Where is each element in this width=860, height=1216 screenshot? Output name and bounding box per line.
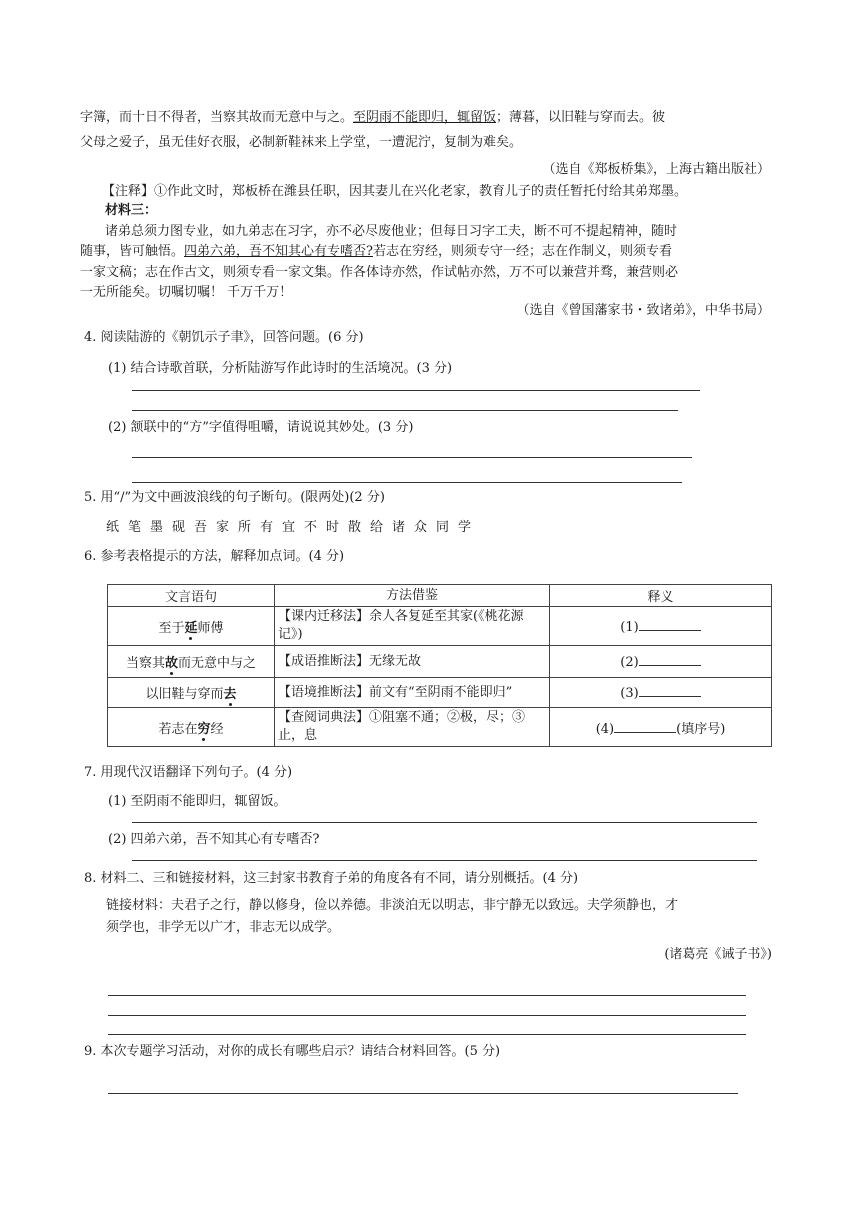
sentence-text: 师傅 (197, 620, 224, 636)
classical-sentence (108, 708, 275, 747)
table-row (108, 678, 772, 708)
passage2-text: 字簿，而十日不得者，当察其故而无意中与之。 (80, 110, 354, 125)
method-cell (275, 646, 550, 678)
q4-sub2: (2) 颔联中的“方”字值得咀嚼，请说说其妙处。(3 分) (108, 420, 414, 435)
method-tag: 【语境推断法】 (278, 684, 370, 700)
method-cell (275, 607, 550, 646)
answer-number: (2) (620, 655, 639, 670)
q9-stem: 9. 本次专题学习活动，对你的成长有哪些启示？请结合材料回答。(5 分) (84, 1044, 501, 1059)
answer-suffix: (填序号) (676, 721, 726, 737)
answer-line[interactable] (132, 822, 757, 823)
q7-stem: 7. 用现代汉语翻译下列句子。(4 分) (84, 765, 293, 780)
method-tag: 【查阅词典法】 (278, 710, 370, 725)
q5-sentence: 纸笔墨砚吾家所有宜不时散给诸众同学 (106, 520, 481, 535)
passage3-text: 若志在穷经，则须专守一经；志在作制义，则须专看 (373, 244, 673, 259)
q6-table (107, 584, 772, 747)
table-row (108, 607, 772, 646)
passage3-source: （选自《曾国藩家书・致诸弟》，中华书局） (516, 303, 770, 318)
table-row (108, 708, 772, 747)
q8-link-line1: 链接材料：夫君子之行，静以修身，俭以养德。非淡泊无以明志，非宁静无以致远。夫学须静也，才 (106, 898, 679, 913)
answer-cell[interactable] (550, 607, 772, 646)
q8-link-line2: 须学也，非学无以广才，非志无以成学。 (106, 920, 341, 935)
passage2-source: （选自《郑板桥集》，上海古籍出版社） (542, 162, 770, 177)
q6-stem: 6. 参考表格提示的方法，解释加点词。(4 分) (84, 549, 345, 564)
answer-number: (1) (620, 619, 639, 635)
passage3-line4: 一无所能矣。切嘱切嘱！ 千万千万！ (80, 285, 293, 300)
answer-blank[interactable] (639, 684, 701, 697)
passage2-note: 【注释】①作此文时，郑板桥在潍县任职，因其妻儿在兴化老家，教育儿子的责任暂托付给其弟郑墨。 (102, 184, 688, 199)
q7-sub1: (1) 至阴雨不能即归，辄留饭。 (108, 794, 287, 809)
method-text: 余人各复延至其家(《桃花源记》) (278, 609, 524, 642)
sentence-text: 至于 (158, 620, 185, 636)
answer-number: (3) (620, 686, 639, 701)
passage2-line1 (80, 106, 665, 125)
answer-line[interactable] (108, 1034, 746, 1035)
passage3-line1: 诸弟总须力图专业，如九弟志在习字，亦不必尽废他业；但每日习字工夫，断不可不提起精神，随时 (105, 224, 678, 239)
answer-blank[interactable] (639, 653, 701, 666)
q8-stem: 8. 材料二、三和链接材料，这三封家书教育子弟的角度各有不同，请分别概括。(4 分) (84, 871, 579, 886)
method-text: ①阻塞不通；②极，尽；③止，息 (278, 710, 526, 743)
method-cell (275, 678, 550, 708)
dotted-word: 去 (224, 683, 237, 702)
method-tag: 【成语推断法】 (278, 653, 370, 669)
table-header-row (108, 585, 772, 607)
classical-sentence (108, 607, 275, 646)
passage2-text: ；薄暮，以旧鞋与穿而去。彼 (496, 110, 666, 125)
answer-line[interactable] (132, 482, 682, 483)
method-text: 前文有“至阴雨不能即归” (369, 684, 513, 700)
answer-blank[interactable] (639, 618, 701, 631)
answer-line[interactable] (108, 1015, 746, 1016)
answer-cell[interactable] (550, 708, 772, 747)
q5-stem: 5. 用“/”为文中画波浪线的句子断句。(限两处)(2 分) (84, 490, 385, 505)
passage3-text: 随事，皆可触悟。 (80, 244, 185, 259)
answer-number: (4) (595, 721, 615, 737)
passage2-line2: 父母之爱子，虽无佳好衣服，必制新鞋袜来上学堂，一遭泥泞，复制为难矣。 (80, 135, 523, 150)
sentence-text: 若志在 (158, 721, 198, 737)
sentence-text: 当察其 (125, 656, 165, 671)
dotted-word: 穷 (197, 718, 210, 737)
passage3-line2 (80, 240, 672, 259)
answer-line[interactable] (108, 1093, 738, 1094)
table-header: 释义 (550, 585, 772, 607)
sentence-text: 经 (210, 721, 224, 737)
method-cell (275, 708, 550, 747)
answer-cell[interactable] (550, 678, 772, 708)
method-tag: 【课内迁移法】 (278, 609, 370, 624)
q8-source: (诸葛亮《诫子书》) (664, 947, 772, 962)
answer-line[interactable] (108, 995, 746, 996)
answer-cell[interactable] (550, 646, 772, 678)
dotted-word: 故 (165, 652, 178, 671)
table-row (108, 646, 772, 678)
answer-blank[interactable] (614, 720, 676, 733)
q4-stem: 4. 阅读陆游的《朝饥示子聿》，回答问题。(6 分) (84, 330, 364, 345)
table-header: 方法借鉴 (275, 585, 550, 607)
sentence-text: 以旧鞋与穿而 (145, 687, 224, 702)
q4-sub1: (1) 结合诗歌首联，分析陆游写作此诗时的生活境况。(3 分) (108, 361, 453, 376)
passage3-heading: 材料三： (105, 203, 158, 218)
classical-sentence (108, 678, 275, 708)
passage3-line3: 一家文稿；志在作古文，则须专看一家文集。作各体诗亦然，作试帖亦然，万不可以兼营并骛，兼营则必 (80, 265, 679, 280)
underlined-sentence: 至阴雨不能即归，辄留饭 (353, 110, 497, 125)
q7-sub2: (2) 四弟六弟，吾不知其心有专嗜否? (108, 832, 320, 847)
classical-sentence (108, 646, 275, 678)
answer-line[interactable] (132, 860, 757, 861)
sentence-text: 而无意中与之 (178, 656, 257, 671)
dotted-word: 延 (184, 617, 197, 636)
answer-line[interactable] (132, 410, 678, 411)
answer-line[interactable] (132, 390, 700, 391)
table-header: 文言语句 (108, 585, 275, 607)
method-text: 无缘无故 (369, 653, 422, 669)
underlined-sentence: 四弟六弟，吾不知其心有专嗜否? (184, 244, 373, 259)
answer-line[interactable] (132, 457, 692, 458)
